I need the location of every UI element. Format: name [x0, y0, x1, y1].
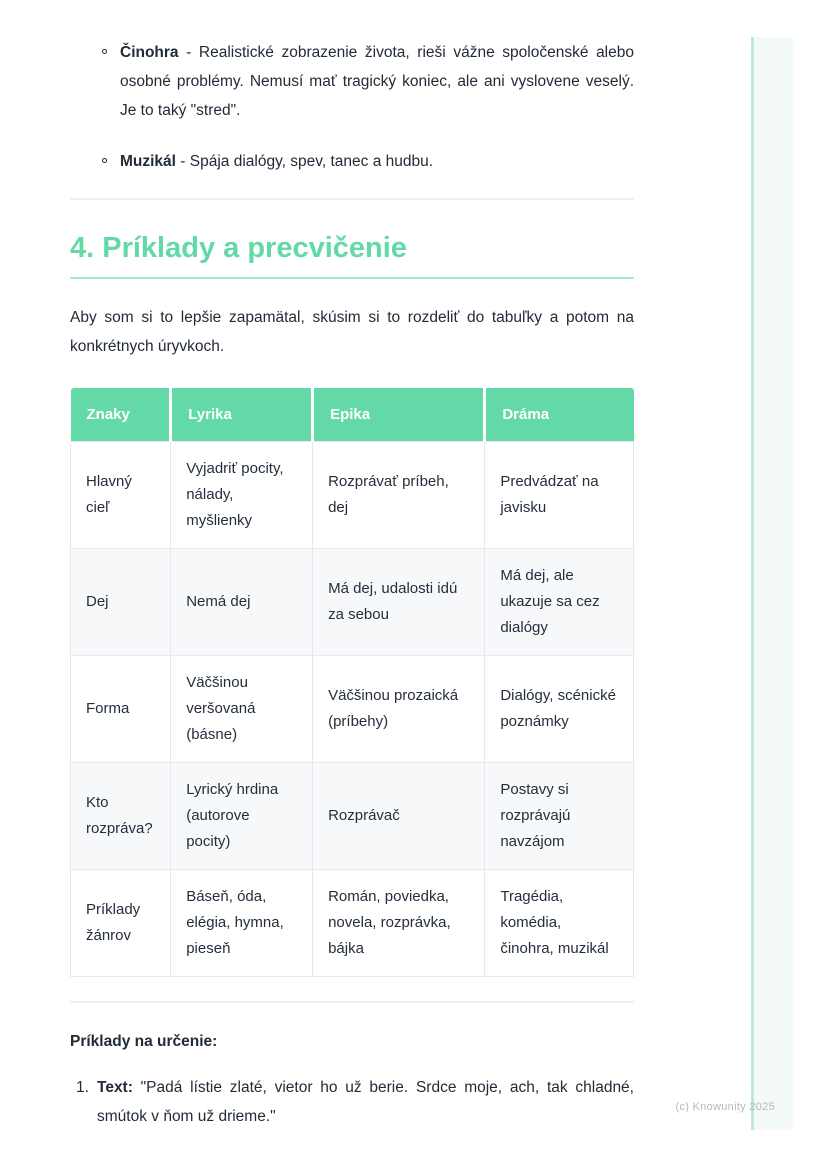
- table-row: [71, 656, 634, 763]
- table-cell: Má dej, udalosti idú za sebou: [313, 549, 485, 656]
- numbered-list-item: [70, 1073, 634, 1131]
- table-cell: Väčšinou prozaická (príbehy): [313, 656, 485, 763]
- table-cell: Predvádzať na javisku: [485, 442, 634, 549]
- circle-bullet-icon: [102, 158, 107, 163]
- table-cell: Dej: [71, 549, 171, 656]
- examples-heading: Príklady na určenie:: [70, 1033, 218, 1050]
- table-cell: Román, poviedka, novela, rozprávka, bájka: [313, 870, 485, 977]
- table-row: [71, 442, 634, 549]
- table-cell: Tragédia, komédia, činohra, muzikál: [485, 870, 634, 977]
- list-item: [70, 38, 634, 125]
- table-cell: Väčšinou veršovaná (básne): [171, 656, 313, 763]
- example-text: "Padá lístie zlaté, vietor ho už berie. Srdce moje, ach, tak chladné, smútok v ňom už drieme.": [97, 1079, 634, 1125]
- table-cell: Rozprávač: [313, 763, 485, 870]
- table-cell: Príklady žánrov: [71, 870, 171, 977]
- table-cell: Vyjadriť pocity, nálady, myšlienky: [171, 442, 313, 549]
- table-cell: Postavy si rozprávajú navzájom: [485, 763, 634, 870]
- column-header: Dráma: [485, 388, 634, 442]
- table-cell: Nemá dej: [171, 549, 313, 656]
- section-divider: [70, 1001, 634, 1003]
- table-cell: Rozprávať príbeh, dej: [313, 442, 485, 549]
- page-edge-decoration: [751, 37, 793, 1130]
- table-cell: Forma: [71, 656, 171, 763]
- list-number: 1.: [76, 1079, 89, 1096]
- bullet-text: - Realistické zobrazenie života, rieši vážne spoločenské alebo osobné problémy. Nemusí mať tragický koniec, ale ani vyslovene veselý. Je to taký "stred".: [120, 44, 634, 119]
- table-cell: Hlavný cieľ: [71, 442, 171, 549]
- column-header: Lyrika: [171, 388, 313, 442]
- column-header: Epika: [313, 388, 485, 442]
- copyright-notice: (c) Knowunity 2025: [675, 1101, 775, 1113]
- circle-bullet-icon: [102, 49, 107, 54]
- intro-paragraph: Aby som si to lepšie zapamätal, skúsim si to rozdeliť do tabuľky a potom na konkrétnych úryvkoch.: [70, 309, 634, 355]
- table-row: [71, 763, 634, 870]
- genre-bullet-list: [70, 38, 634, 176]
- bullet-text: - Spája dialógy, spev, tanec a hudbu.: [175, 153, 434, 170]
- table-cell: Lyrický hrdina (autorove pocity): [171, 763, 313, 870]
- genre-comparison-table: [70, 388, 634, 977]
- bullet-term: Muzikál: [120, 153, 176, 170]
- section-title: 4. Príklady a precvičenie: [70, 231, 634, 279]
- table-cell: Báseň, óda, elégia, hymna, pieseň: [171, 870, 313, 977]
- section-divider: [70, 198, 634, 200]
- column-header: Znaky: [71, 388, 171, 442]
- table-row: [71, 549, 634, 656]
- table-row: [71, 870, 634, 977]
- table-cell: Kto rozpráva?: [71, 763, 171, 870]
- table-header-row: [71, 388, 634, 442]
- list-item: [70, 147, 634, 176]
- bullet-term: Činohra: [120, 44, 179, 61]
- table-cell: Má dej, ale ukazuje sa cez dialógy: [485, 549, 634, 656]
- document-content: [70, 0, 634, 1131]
- example-term: Text:: [97, 1079, 133, 1096]
- table-cell: Dialógy, scénické poznámky: [485, 656, 634, 763]
